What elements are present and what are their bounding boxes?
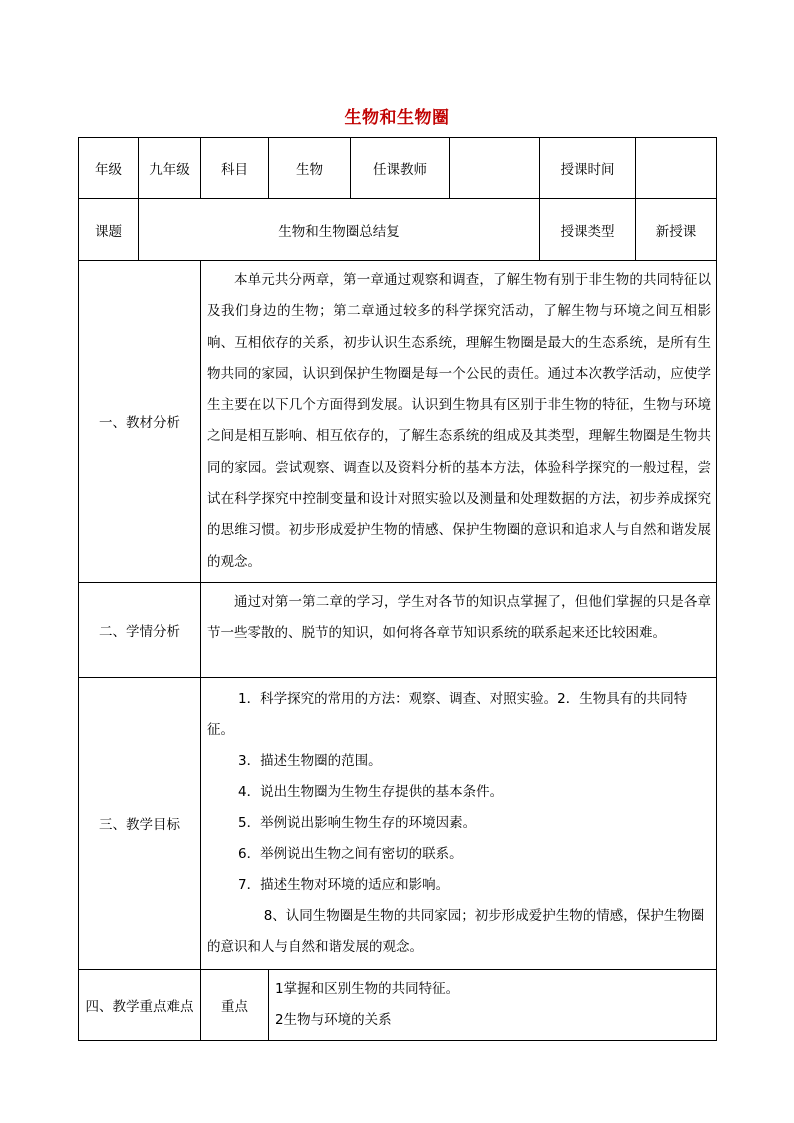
key-points-cell xyxy=(269,969,717,1040)
subject-value: 生物 xyxy=(269,138,351,199)
goal-item: 7．描述生物对环境的适应和影响。 xyxy=(238,876,450,893)
student-analysis-label: 二、学情分析 xyxy=(79,582,201,677)
student-analysis-text: 通过对第一第二章的学习，学生对各节的知识点掌握了，但他们掌握的只是各章节一些零散的、脱节的知识，如何将各章节知识系统的联系起来还比较困难。 xyxy=(207,593,711,642)
goal-item: 5．举例说出影响生物生存的环境因素。 xyxy=(238,814,477,831)
lesson-type-label: 授课类型 xyxy=(540,199,636,261)
time-value xyxy=(636,138,717,199)
teaching-goals-cell xyxy=(201,677,717,969)
goal-item: 1．科学探究的常用的方法：观察、调查、对照实验。2．生物具有的共同特征。 xyxy=(207,690,688,738)
key-points-row xyxy=(79,969,717,1040)
key-points-label: 四、教学重点难点 xyxy=(79,969,201,1040)
lesson-type-value: 新授课 xyxy=(636,199,717,261)
key-points-sublabel: 重点 xyxy=(201,969,269,1040)
student-analysis-row xyxy=(79,582,717,677)
material-analysis-cell xyxy=(201,261,717,583)
student-analysis-cell xyxy=(201,582,717,677)
goal-item: 8、认同生物圈是生物的共同家园；初步形成爱护生物的情感，保护生物圈的意识和人与自然和谐发展的观念。 xyxy=(207,907,705,955)
goal-item: 4．说出生物圈为生物生存提供的基本条件。 xyxy=(238,783,504,800)
teaching-goals-label: 三、教学目标 xyxy=(79,677,201,969)
material-analysis-row xyxy=(79,261,717,583)
goal-item: 6．举例说出生物之间有密切的联系。 xyxy=(238,845,463,862)
key-point-item: 2生物与环境的关系 xyxy=(275,1011,392,1028)
topic-row xyxy=(79,199,717,261)
topic-value: 生物和生物圈总结复 xyxy=(139,199,540,261)
time-label: 授课时间 xyxy=(540,138,636,199)
lesson-plan-table xyxy=(78,137,717,1041)
grade-label: 年级 xyxy=(79,138,139,199)
material-analysis-text: 本单元共分两章，第一章通过观察和调查，了解生物有别于非生物的共同特征以及我们身边的生物；第二章通过较多的科学探究活动，了解生物与环境之间互相影响、互相依存的关系，初步认识生态系统，理解生物圈是最大的生态系统，是所有生物共同的家园，认识到保护生物圈是每一个公民的责任。通过本次教学活动，应使学生主要在以下几个方面得到发展。认识到生物具有区别于非生物的特征，生物与环境之间是相互影响、相互依存的，了解生态系统的组成及其类型，理解生物圈是生物共同的家园。尝试观察、调查以及资料分析的基本方法，体验科学探究的一般过程，尝试在科学探究中控制变量和设计对照实验以及测量和处理数据的方法，初步养成探究的思维习惯。初步形成爱护生物的情感、保护生物圈的意识和追求人与自然和谐发展的观念。 xyxy=(207,272,711,570)
grade-value: 九年级 xyxy=(139,138,201,199)
goal-item: 3．描述生物圈的范围。 xyxy=(238,752,382,769)
teacher-value xyxy=(450,138,540,199)
teacher-label: 任课教师 xyxy=(351,138,450,199)
subject-label: 科目 xyxy=(201,138,269,199)
material-analysis-label: 一、教材分析 xyxy=(79,261,201,583)
teaching-goals-row xyxy=(79,677,717,969)
document-title: 生物和生物圈 xyxy=(344,108,450,128)
header-row xyxy=(79,138,717,199)
topic-label: 课题 xyxy=(79,199,139,261)
key-point-item: 1掌握和区别生物的共同特征。 xyxy=(275,980,460,997)
